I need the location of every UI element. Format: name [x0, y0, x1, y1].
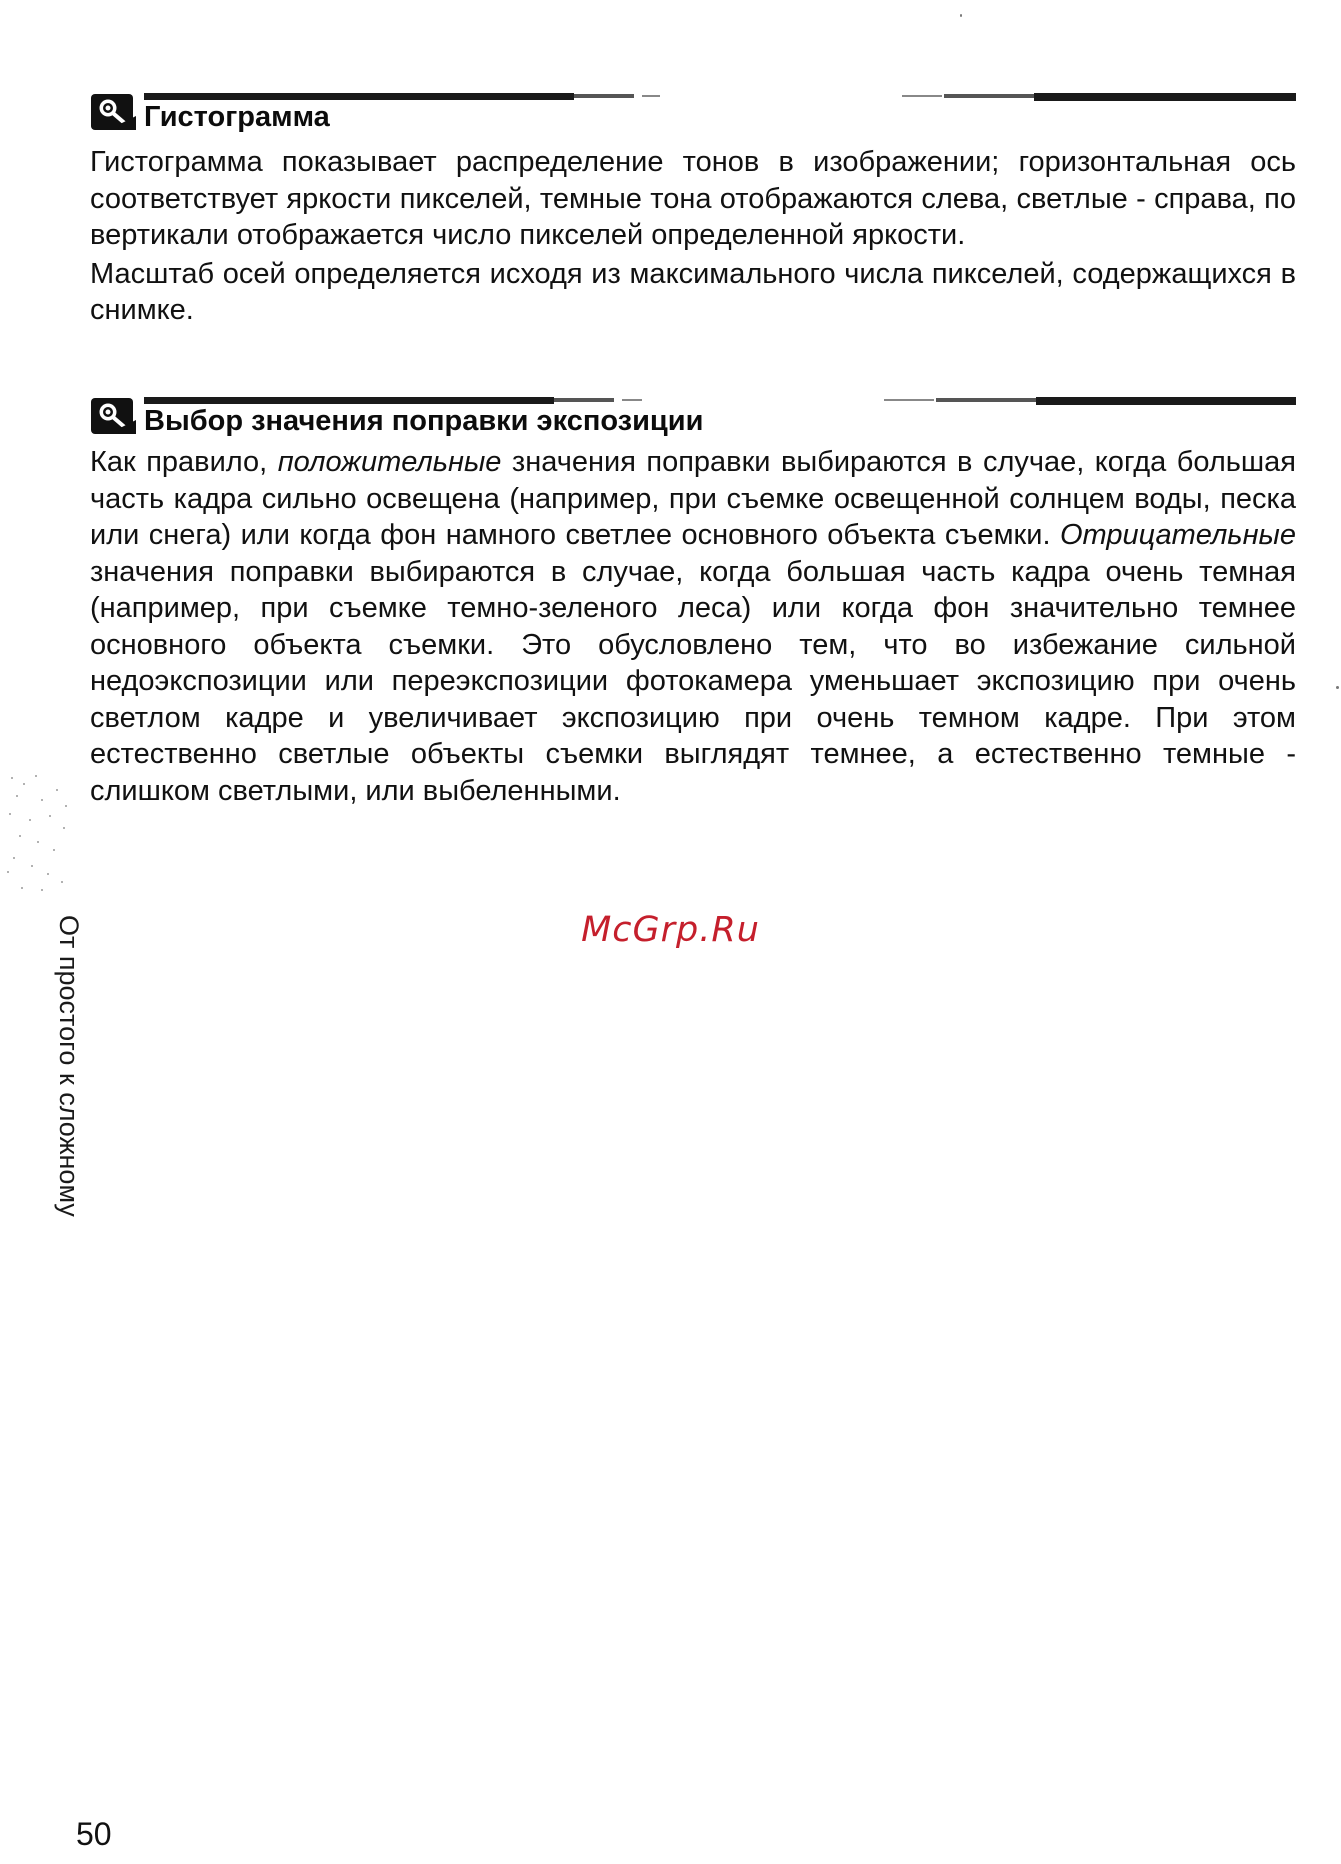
side-label-text: От простого к сложному	[54, 915, 84, 1217]
paragraph: Гистограмма показывает распределение тонов в изображении; горизонтальная ось соответствует яркости пикселей, темные тона отображаются слева, светлые - справа, по вертикали отображается число пикселей определенной яркости.	[90, 146, 1296, 251]
page-number: 50	[76, 1816, 112, 1852]
scan-speck	[960, 14, 962, 17]
section-heading-row	[90, 88, 1296, 140]
scan-noise	[2, 770, 74, 900]
magnifier-note-icon	[90, 90, 138, 132]
text-run: Как правило,	[90, 446, 278, 478]
section-heading: Гистограмма	[144, 101, 330, 133]
side-section-label	[52, 915, 92, 1295]
paragraph: Масштаб осей определяется исходя из максимального числа пикселей, содержащихся в снимке.	[90, 257, 1296, 326]
magnifier-note-icon	[90, 394, 138, 436]
section-heading-row	[90, 392, 1296, 444]
section-histogram	[90, 88, 1296, 329]
scan-speck	[1336, 686, 1339, 689]
text-run: значения поправки выбираются в случае, когда большая часть кадра сильно освещена (например, при съемке освещенной солнцем воды, песка или снега) или когда фон намного светлее основного объекта съемки.	[90, 446, 1296, 551]
section-heading: Выбор значения поправки экспозиции	[144, 405, 704, 437]
section-exposure-compensation	[90, 392, 1296, 809]
watermark: McGrp.Ru	[581, 910, 760, 950]
text-run: значения поправки выбираются в случае, когда большая часть кадра очень темная (например, при съемке темно-зеленого леса) или когда фон значительно темнее основного объекта съемки. Это обусловлено тем, что во избежание сильной недоэкспозиции или переэкспозиции фотокамера уменьшает экспозицию при очень светлом кадре и увеличивает экспозицию при очень темном кадре. При этом естественно светлые объекты съемки выглядят темнее, а естественно темные - слишком светлыми, или выбеленными.	[90, 555, 1296, 807]
italic-term: положительные	[277, 446, 502, 478]
paragraph	[90, 444, 1296, 809]
italic-term: Отрицательные	[1059, 519, 1296, 551]
